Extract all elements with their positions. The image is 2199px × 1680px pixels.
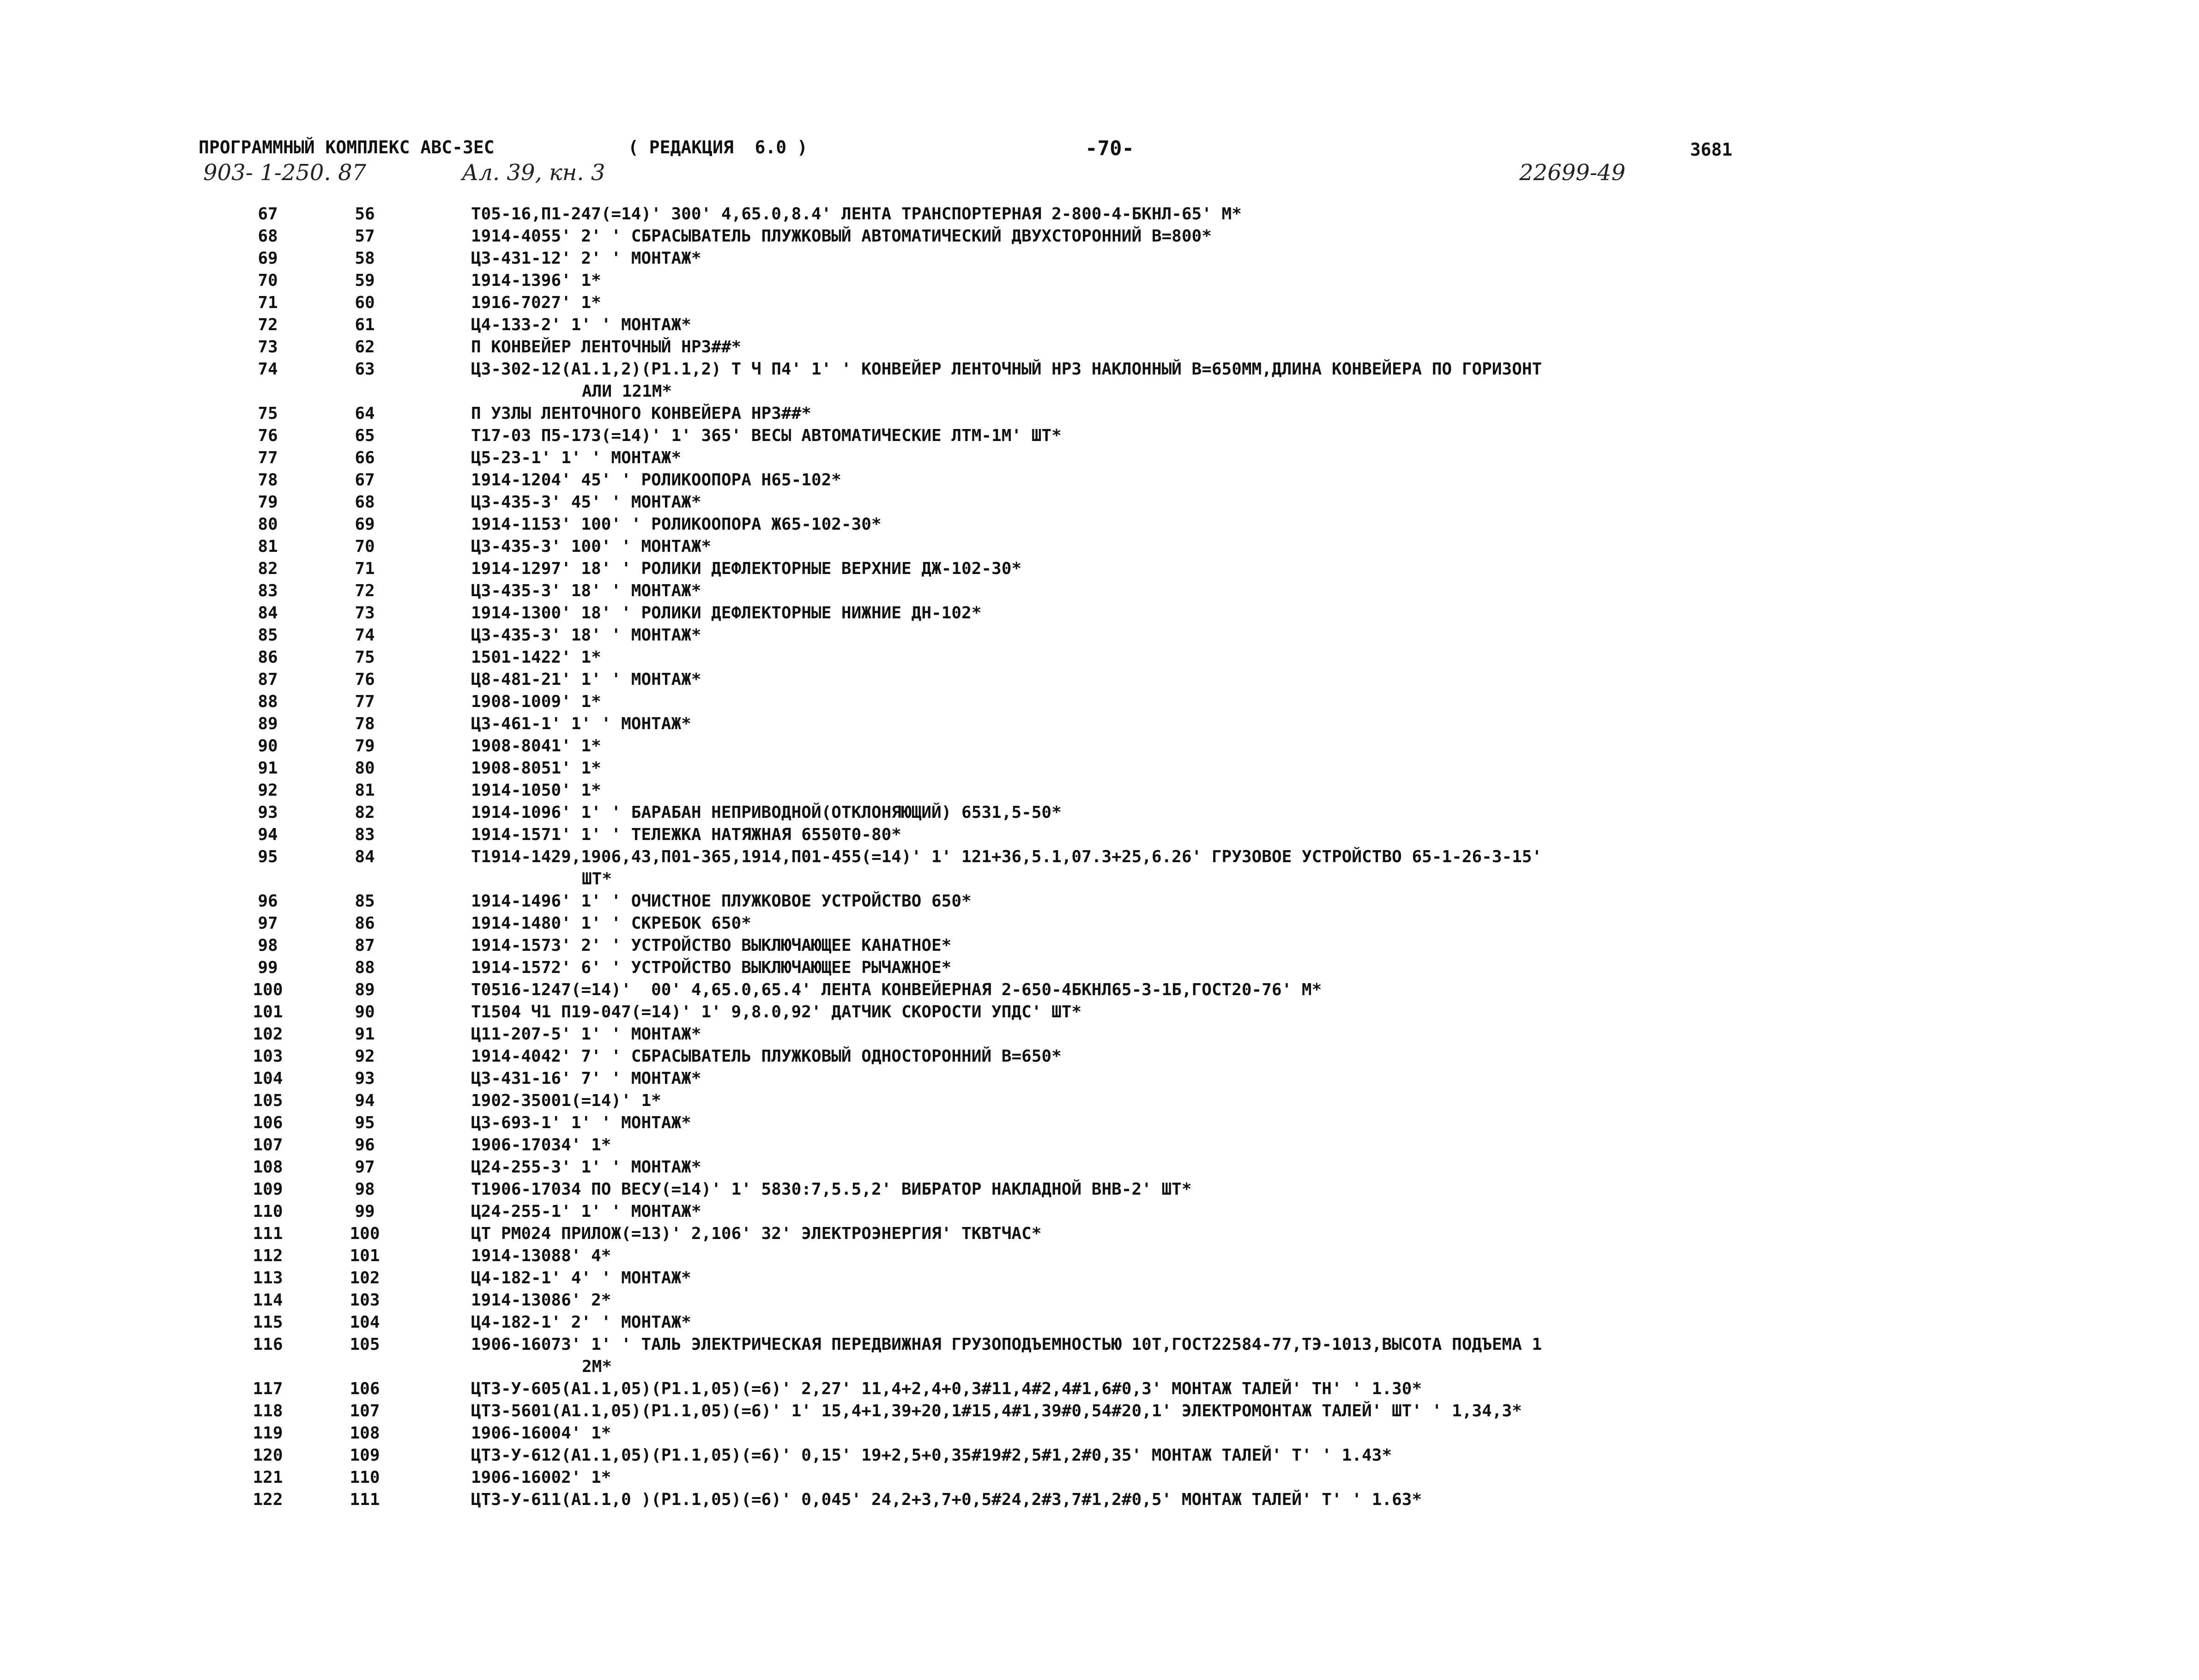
row-local-number: 100	[350, 1224, 380, 1243]
row-local-number: 88	[355, 958, 375, 977]
row-text: 1906-16004' 1*	[471, 1424, 611, 1443]
row-local-number: 72	[355, 581, 375, 600]
row-text: ЦТ3-У-612(А1.1,05)(Р1.1,05)(=6)' 0,15' 19+2,5+0,35#19#2,5#1,2#0,35' МОНТАЖ ТАЛЕЙ' Т' ' 1.43*	[471, 1446, 1392, 1465]
row-text: Т1914-1429,1906,43,П01-365,1914,П01-455(=14)' 1' 121+36,5.1,07.3+25,6.26' ГРУЗОВОЕ УСТРОЙСТВО 65-1-26-3-15'	[471, 847, 1542, 866]
row-global-number: 103	[253, 1047, 283, 1066]
listing-row	[240, 979, 2180, 1001]
row-text: 1914-1204' 45' ' РОЛИКООПОРА Н65-102*	[471, 471, 841, 489]
row-local-number: 85	[355, 892, 375, 911]
row-text: Ц3-435-3' 45' ' МОНТАЖ*	[471, 493, 701, 512]
row-local-number: 67	[355, 471, 375, 489]
row-text-continuation: АЛИ 121М*	[582, 382, 672, 401]
row-text: 1914-1300' 18' ' РОЛИКИ ДЕФЛЕКТОРНЫЕ НИЖНИЕ ДН-102*	[471, 604, 982, 622]
listing-row	[240, 735, 2180, 757]
row-text: ЦТ3-У-611(А1.1,0 )(Р1.1,05)(=6)' 0,045' 24,2+3,7+0,5#24,2#3,7#1,2#0,5' МОНТАЖ ТАЛЕЙ' Т' ' 1.63*	[471, 1490, 1422, 1509]
row-local-number: 75	[355, 648, 375, 667]
row-global-number: 73	[258, 338, 278, 357]
listing-row	[240, 1422, 2180, 1444]
row-global-number: 82	[258, 559, 278, 578]
row-text: Ц4-133-2' 1' ' МОНТАЖ*	[471, 315, 691, 334]
listing-row	[240, 1289, 2180, 1311]
row-text: 1914-1297' 18' ' РОЛИКИ ДЕФЛЕКТОРНЫЕ ВЕРХНИЕ ДЖ-102-30*	[471, 559, 1022, 578]
listing-row	[240, 270, 2180, 292]
row-text: 1914-4055' 2' ' СБРАСЫВАТЕЛЬ ПЛУЖКОВЫЙ АВТОМАТИЧЕСКИЙ ДВУХСТОРОННИЙ В=800*	[471, 227, 1212, 246]
row-global-number: 80	[258, 515, 278, 534]
row-global-number: 115	[253, 1313, 283, 1332]
row-local-number: 77	[355, 692, 375, 711]
row-global-number: 79	[258, 493, 278, 512]
row-text: Ц3-431-16' 7' ' МОНТАЖ*	[471, 1069, 701, 1088]
row-text: Ц24-255-3' 1' ' МОНТАЖ*	[471, 1158, 701, 1177]
row-global-number: 85	[258, 626, 278, 645]
row-text: 1914-1396' 1*	[471, 271, 601, 290]
listing-row	[240, 1267, 2180, 1289]
row-text: 1902-35001(=14)' 1*	[471, 1091, 661, 1110]
row-text: Ц3-302-12(А1.1,2)(Р1.1,2) Т Ч П4' 1' ' КОНВЕЙЕР ЛЕНТОЧНЫЙ НР3 НАКЛОННЫЙ В=650ММ,ДЛИНА КОНВЕЙЕРА ПО ГОРИЗОНТ	[471, 360, 1542, 379]
row-global-number: 68	[258, 227, 278, 246]
row-global-number: 101	[253, 1003, 283, 1021]
row-local-number: 92	[355, 1047, 375, 1066]
row-global-number: 81	[258, 537, 278, 556]
row-local-number: 94	[355, 1091, 375, 1110]
listing-row	[240, 336, 2180, 358]
row-global-number: 108	[253, 1158, 283, 1177]
row-local-number: 89	[355, 980, 375, 999]
row-text: Ц3-461-1' 1' ' МОНТАЖ*	[471, 714, 691, 733]
listing-row	[240, 935, 2180, 957]
row-global-number: 74	[258, 360, 278, 379]
row-local-number: 76	[355, 670, 375, 689]
row-global-number: 83	[258, 581, 278, 600]
listing-row	[240, 757, 2180, 780]
row-text: Т1504 Ч1 П19-047(=14)' 1' 9,8.0,92' ДАТЧИК СКОРОСТИ УПДС' ШТ*	[471, 1003, 1082, 1021]
listing-row	[240, 558, 2180, 580]
row-text: 1914-13088' 4*	[471, 1246, 611, 1265]
row-global-number: 87	[258, 670, 278, 689]
listing-row	[240, 1467, 2180, 1489]
row-global-number: 88	[258, 692, 278, 711]
listing-row	[240, 403, 2180, 425]
row-local-number: 91	[355, 1025, 375, 1044]
row-text: П КОНВЕЙЕР ЛЕНТОЧНЫЙ НР3##*	[471, 338, 742, 357]
row-global-number: 69	[258, 249, 278, 268]
listing-row	[240, 824, 2180, 846]
row-text: П УЗЛЫ ЛЕНТОЧНОГО КОНВЕЙЕРА НР3##*	[471, 404, 811, 423]
row-local-number: 98	[355, 1180, 375, 1199]
listing-row	[240, 1311, 2180, 1334]
row-text: Ц3-435-3' 18' ' МОНТАЖ*	[471, 626, 701, 645]
row-text: ЦТ3-У-605(А1.1,05)(Р1.1,05)(=6)' 2,27' 11,4+2,4+0,3#11,4#2,4#1,6#0,3' МОНТАЖ ТАЛЕЙ' ТН' ' 1.30*	[471, 1379, 1422, 1398]
row-text: Ц3-435-3' 100' ' МОНТАЖ*	[471, 537, 712, 556]
row-global-number: 122	[253, 1490, 283, 1509]
row-local-number: 101	[350, 1246, 380, 1265]
row-local-number: 99	[355, 1202, 375, 1221]
row-text: Ц5-23-1' 1' ' МОНТАЖ*	[471, 448, 682, 467]
row-local-number: 73	[355, 604, 375, 622]
row-local-number: 106	[350, 1379, 380, 1398]
row-text: Ц4-182-1' 2' ' МОНТАЖ*	[471, 1313, 691, 1332]
row-text: 1908-8041' 1*	[471, 737, 601, 755]
row-local-number: 108	[350, 1424, 380, 1443]
row-local-number: 58	[355, 249, 375, 268]
row-global-number: 113	[253, 1269, 283, 1287]
row-text-continuation: ШТ*	[582, 870, 612, 888]
listing-row	[240, 1178, 2180, 1201]
row-global-number: 99	[258, 958, 278, 977]
row-text: 1914-1153' 100' ' РОЛИКООПОРА Ж65-102-30*	[471, 515, 882, 534]
row-global-number: 77	[258, 448, 278, 467]
row-text: 1501-1422' 1*	[471, 648, 601, 667]
listing-row	[240, 802, 2180, 824]
handwritten-inventory-number: 22699-49	[1519, 160, 1625, 186]
row-global-number: 121	[253, 1468, 283, 1487]
row-text: Т0516-1247(=14)' 00' 4,65.0,65.4' ЛЕНТА КОНВЕЙЕРНАЯ 2-650-4БКНЛ65-3-1Б,ГОСТ20-76' М*	[471, 980, 1322, 999]
listing-row	[240, 669, 2180, 691]
row-global-number: 94	[258, 825, 278, 844]
row-global-number: 93	[258, 803, 278, 822]
listing-row	[240, 1245, 2180, 1267]
row-local-number: 111	[350, 1490, 380, 1509]
row-text: 1906-16073' 1' ' ТАЛЬ ЭЛЕКТРИЧЕСКАЯ ПЕРЕДВИЖНАЯ ГРУЗОПОДЪЕМНОСТЬЮ 10Т,ГОСТ22584-77,ТЭ-1013,ВЫСОТА ПОДЪЕМА 1	[471, 1335, 1542, 1354]
row-global-number: 78	[258, 471, 278, 489]
listing-row	[240, 292, 2180, 314]
row-text: 1914-1573' 2' ' УСТРОЙСТВО ВЫКЛЮЧАЮЩЕЕ КАНАТНОЕ*	[471, 936, 952, 955]
page-number: -70-	[1085, 137, 1134, 160]
listing-row	[240, 1090, 2180, 1112]
listing-row	[240, 469, 2180, 491]
listing-row	[240, 1489, 2180, 1511]
row-text: Ц24-255-1' 1' ' МОНТАЖ*	[471, 1202, 701, 1221]
row-local-number: 69	[355, 515, 375, 534]
row-local-number: 60	[355, 293, 375, 312]
row-local-number: 110	[350, 1468, 380, 1487]
listing-row	[240, 1068, 2180, 1090]
row-local-number: 93	[355, 1069, 375, 1088]
listing-row	[240, 1400, 2180, 1422]
row-text: 1914-13086' 2*	[471, 1291, 611, 1310]
listing-rows	[240, 203, 2180, 1511]
row-text: 1908-1009' 1*	[471, 692, 601, 711]
row-local-number: 78	[355, 714, 375, 733]
row-global-number: 98	[258, 936, 278, 955]
listing-row	[240, 913, 2180, 935]
row-global-number: 71	[258, 293, 278, 312]
row-local-number: 86	[355, 914, 375, 933]
row-local-number: 107	[350, 1402, 380, 1420]
row-local-number: 84	[355, 847, 375, 866]
row-global-number: 107	[253, 1136, 283, 1154]
row-global-number: 104	[253, 1069, 283, 1088]
row-local-number: 80	[355, 759, 375, 778]
row-global-number: 112	[253, 1246, 283, 1265]
row-text: 1906-16002' 1*	[471, 1468, 611, 1487]
row-local-number: 57	[355, 227, 375, 246]
listing-row	[240, 846, 2180, 890]
listing-row	[240, 536, 2180, 558]
listing-row	[240, 491, 2180, 514]
row-text: Ц11-207-5' 1' ' МОНТАЖ*	[471, 1025, 701, 1044]
row-global-number: 70	[258, 271, 278, 290]
row-global-number: 120	[253, 1446, 283, 1465]
listing-row	[240, 425, 2180, 447]
row-local-number: 82	[355, 803, 375, 822]
row-local-number: 66	[355, 448, 375, 467]
listing-row	[240, 1156, 2180, 1178]
edition-label: ( РЕДАКЦИЯ 6.0 )	[628, 137, 808, 157]
row-text: ЦТ РМ024 ПРИЛОЖ(=13)' 2,106' 32' ЭЛЕКТРОЭНЕРГИЯ' ТКВТЧАС*	[471, 1224, 1042, 1243]
listing-row	[240, 1201, 2180, 1223]
row-global-number: 114	[253, 1291, 283, 1310]
row-local-number: 96	[355, 1136, 375, 1154]
row-global-number: 117	[253, 1379, 283, 1398]
row-local-number: 102	[350, 1269, 380, 1287]
row-local-number: 90	[355, 1003, 375, 1021]
listing-row	[240, 447, 2180, 469]
row-local-number: 61	[355, 315, 375, 334]
row-local-number: 71	[355, 559, 375, 578]
listing-row	[240, 1444, 2180, 1467]
listing-row	[240, 514, 2180, 536]
listing-row	[240, 1001, 2180, 1023]
listing-row	[240, 1223, 2180, 1245]
listing-row	[240, 624, 2180, 647]
row-text: Ц3-435-3' 18' ' МОНТАЖ*	[471, 581, 701, 600]
row-local-number: 109	[350, 1446, 380, 1465]
row-text: 1914-1480' 1' ' СКРЕБОК 650*	[471, 914, 751, 933]
row-global-number: 110	[253, 1202, 283, 1221]
row-local-number: 65	[355, 426, 375, 445]
row-text: 1914-1571' 1' ' ТЕЛЕЖКА НАТЯЖНАЯ 6550Т0-80*	[471, 825, 901, 844]
handwritten-sheet-ref: Ал. 39, кн. 3	[462, 160, 605, 186]
row-global-number: 76	[258, 426, 278, 445]
row-text: Ц3-693-1' 1' ' МОНТАЖ*	[471, 1113, 691, 1132]
row-global-number: 100	[253, 980, 283, 999]
row-global-number: 89	[258, 714, 278, 733]
listing-row	[240, 780, 2180, 802]
row-local-number: 59	[355, 271, 375, 290]
row-text: Ц4-182-1' 4' ' МОНТАЖ*	[471, 1269, 691, 1287]
listing-row	[240, 957, 2180, 979]
row-global-number: 119	[253, 1424, 283, 1443]
row-text: Т17-03 П5-173(=14)' 1' 365' ВЕСЫ АВТОМАТИЧЕСКИЕ ЛТМ-1М' ШТ*	[471, 426, 1062, 445]
row-local-number: 104	[350, 1313, 380, 1332]
listing-row	[240, 358, 2180, 403]
row-global-number: 97	[258, 914, 278, 933]
row-text: 1914-4042' 7' ' СБРАСЫВАТЕЛЬ ПЛУЖКОВЫЙ ОДНОСТОРОННИЙ В=650*	[471, 1047, 1062, 1066]
listing-row	[240, 314, 2180, 336]
row-global-number: 91	[258, 759, 278, 778]
listing-row	[240, 1023, 2180, 1045]
row-global-number: 102	[253, 1025, 283, 1044]
row-global-number: 109	[253, 1180, 283, 1199]
row-text: Т05-16,П1-247(=14)' 300' 4,65.0,8.4' ЛЕНТА ТРАНСПОРТЕРНАЯ 2-800-4-БКНЛ-65' М*	[471, 205, 1242, 224]
row-text: Ц8-481-21' 1' ' МОНТАЖ*	[471, 670, 701, 689]
row-text: 1906-17034' 1*	[471, 1136, 611, 1154]
row-global-number: 96	[258, 892, 278, 911]
listing-row	[240, 580, 2180, 602]
row-global-number: 116	[253, 1335, 283, 1354]
row-local-number: 64	[355, 404, 375, 423]
listing-row	[240, 602, 2180, 624]
listing-row	[240, 1045, 2180, 1068]
listing-row	[240, 647, 2180, 669]
row-text: 1914-1050' 1*	[471, 781, 601, 800]
row-local-number: 63	[355, 360, 375, 379]
row-text: Т1906-17034 ПО ВЕСУ(=14)' 1' 5830:7,5.5,2' ВИБРАТОР НАКЛАДНОЙ ВНВ-2' ШТ*	[471, 1180, 1192, 1199]
row-local-number: 79	[355, 737, 375, 755]
row-local-number: 62	[355, 338, 375, 357]
row-global-number: 111	[253, 1224, 283, 1243]
row-local-number: 95	[355, 1113, 375, 1132]
row-global-number: 90	[258, 737, 278, 755]
row-global-number: 67	[258, 205, 278, 224]
row-global-number: 106	[253, 1113, 283, 1132]
listing-row	[240, 1334, 2180, 1378]
listing-row	[240, 890, 2180, 913]
listing-row	[240, 248, 2180, 270]
row-local-number: 83	[355, 825, 375, 844]
row-local-number: 56	[355, 205, 375, 224]
row-local-number: 81	[355, 781, 375, 800]
row-text: 1914-1572' 6' ' УСТРОЙСТВО ВЫКЛЮЧАЮЩЕЕ РЫЧАЖНОЕ*	[471, 958, 952, 977]
row-text: ЦТ3-5601(А1.1,05)(Р1.1,05)(=6)' 1' 15,4+1,39+20,1#15,4#1,39#0,54#20,1' ЭЛЕКТРОМОНТАЖ ТАЛЕЙ' ШТ' ' 1,34,3*	[471, 1402, 1522, 1420]
row-global-number: 86	[258, 648, 278, 667]
row-text: 1908-8051' 1*	[471, 759, 601, 778]
row-local-number: 103	[350, 1291, 380, 1310]
row-local-number: 105	[350, 1335, 380, 1354]
row-text-continuation: 2М*	[582, 1357, 612, 1376]
row-global-number: 84	[258, 604, 278, 622]
listing-row	[240, 1112, 2180, 1134]
handwritten-project-code: 903- 1-250. 87	[203, 160, 367, 186]
row-global-number: 92	[258, 781, 278, 800]
listing-row	[240, 203, 2180, 225]
row-local-number: 68	[355, 493, 375, 512]
row-global-number: 75	[258, 404, 278, 423]
row-local-number: 70	[355, 537, 375, 556]
row-global-number: 105	[253, 1091, 283, 1110]
row-global-number: 118	[253, 1402, 283, 1420]
row-local-number: 74	[355, 626, 375, 645]
row-text: 1916-7027' 1*	[471, 293, 601, 312]
row-text: Ц3-431-12' 2' ' МОНТАЖ*	[471, 249, 701, 268]
row-text: 1914-1096' 1' ' БАРАБАН НЕПРИВОДНОЙ(ОТКЛОНЯЮЩИЙ) 6531,5-50*	[471, 803, 1062, 822]
row-local-number: 97	[355, 1158, 375, 1177]
row-global-number: 72	[258, 315, 278, 334]
row-global-number: 95	[258, 847, 278, 866]
listing-row	[240, 1378, 2180, 1400]
row-text: 1914-1496' 1' ' ОЧИСТНОЕ ПЛУЖКОВОЕ УСТРОЙСТВО 650*	[471, 892, 972, 911]
listing-row	[240, 691, 2180, 713]
listing-row	[240, 1134, 2180, 1156]
document-number: 3681	[1690, 139, 1733, 160]
program-title: ПРОГРАММНЫЙ КОМПЛЕКС АВС-ЗЕС	[199, 137, 495, 157]
row-local-number: 87	[355, 936, 375, 955]
listing-row	[240, 225, 2180, 248]
listing-row	[240, 713, 2180, 735]
